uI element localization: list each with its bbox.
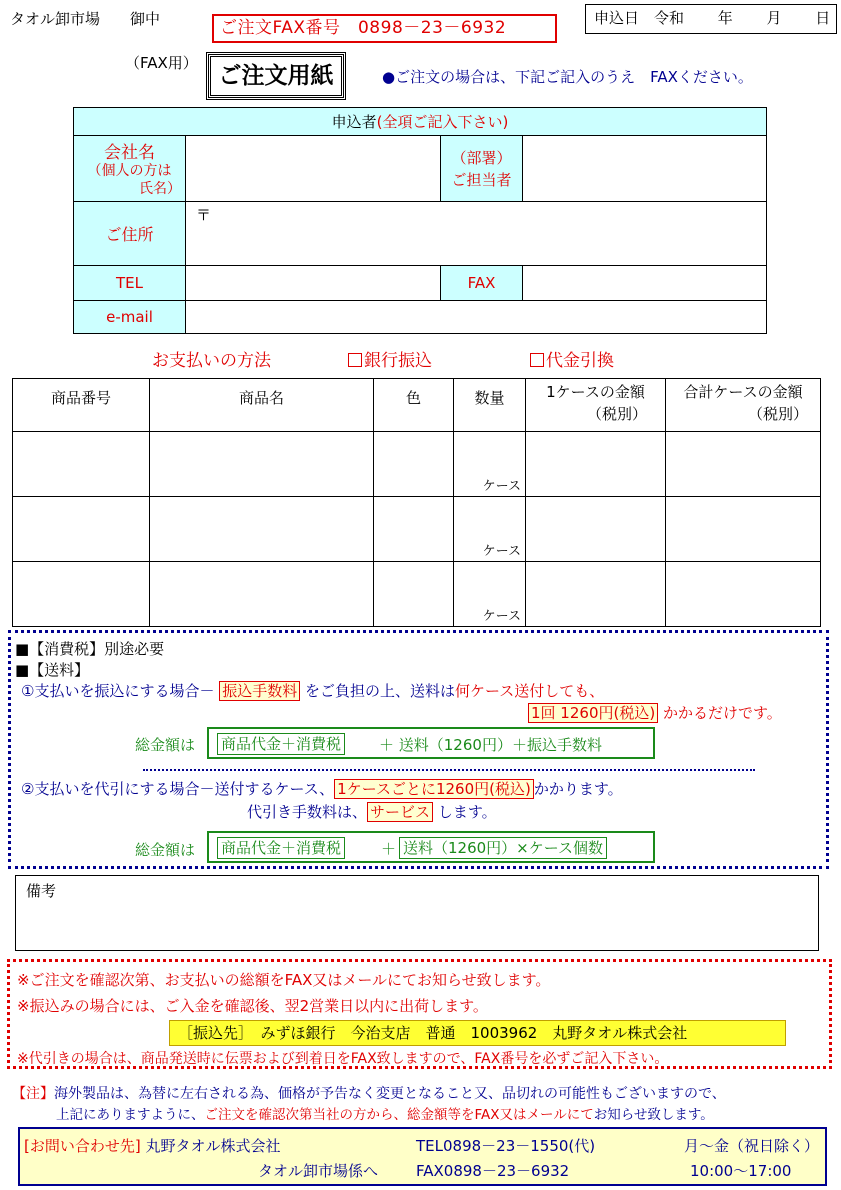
col-product-no: 商品番号 [13,379,150,432]
total2-plus: ＋ [381,840,397,858]
shop-addressee: タオル卸市場 御中 [10,10,161,28]
fax-use-label: （FAX用） [125,54,198,72]
notice-line-3: ※代引きの場合は、商品発送時に伝票および到着日をFAX致しますので、FAX番号を必ずご記入下さい。 [17,1051,669,1067]
order-row [13,432,821,497]
product-name-input[interactable] [150,497,374,562]
total-label-1: 総金額は [135,736,196,754]
shipping-heading: ■【送料】 [15,661,90,679]
product-name-input[interactable] [150,562,374,627]
applicant-table [73,107,767,334]
case2-line [21,778,623,799]
footnote-text-2a: 上記にありますように、 [56,1107,205,1123]
color-input[interactable] [374,562,454,627]
col-product-name: 商品名 [150,379,374,432]
fax-label: FAX [441,266,523,301]
product-no-input[interactable] [13,562,150,627]
case1-prefix: ①支払いを振込にする場合－ [21,682,215,700]
payment-option-bank[interactable] [348,346,432,371]
col-case-price [526,379,666,432]
case-price-input[interactable] [526,562,666,627]
address-input[interactable] [186,202,767,266]
cod-label: 代金引換 [546,351,614,371]
contact-days: 月～金（祝日除く） [684,1137,820,1155]
company-label-cell [74,136,186,202]
col-total-price [666,379,821,432]
payment-option-cod[interactable] [530,346,614,371]
footnote-line-2 [56,1103,714,1123]
company-label: 会社名 [104,142,155,163]
bank-account-banner: ［振込先］ みずほ銀行 今治支店 普通 1003962 丸野タオル株式会社 [169,1020,786,1046]
footnote-tag: 【注】 [12,1086,54,1102]
per-case-fee-badge: 1ケースごとに1260円(税込) [334,779,534,799]
applicant-heading [74,108,767,136]
total-price-line2: （税別） [747,405,808,423]
case-unit: ケース [482,608,521,624]
case1-suffix: かかるだけです。 [662,704,782,722]
case2-suffix: かかります。 [533,780,623,798]
case-price-line1: 1ケースの金額 [546,383,645,401]
transfer-fee-badge: 振込手数料 [219,681,300,701]
total-label-2: 総金額は [135,841,196,859]
case-unit: ケース [482,478,521,494]
person-label: ご担当者 [451,170,512,189]
total1-goods-tax: 商品代金＋消費税 [217,733,345,755]
quantity-input[interactable] [454,497,526,562]
contact-hours: 10:00～17:00 [690,1162,792,1180]
section-divider [143,769,755,771]
case1-middle: をご負担の上、送料は [305,682,456,700]
fax-input[interactable] [523,266,767,301]
bank-checkbox[interactable] [348,353,362,367]
case1-line2 [528,702,782,723]
email-input[interactable] [186,301,767,334]
remarks-box[interactable] [15,875,819,951]
order-fax-number: ご注文FAX番号 0898－23－6932 [212,14,557,43]
case-price-input[interactable] [526,497,666,562]
footnote-text-2c: お知らせ致します。 [593,1107,714,1123]
tax-note: ■【消費税】別途必要 [15,640,165,658]
postal-mark: 〒 [196,206,212,224]
total2-shipping: 送料（1260円）×ケース個数 [399,837,607,859]
order-row [13,562,821,627]
total-price-input[interactable] [666,497,821,562]
notice-line-2: ※振込みの場合には、ご入金を確認後、翌2営業日以内に出荷します。 [17,997,488,1015]
remarks-label: 備考 [26,882,57,900]
col-quantity: 数量 [454,379,526,432]
contact-tel: TEL0898－23－1550(代) [416,1137,596,1155]
contact-label: [お問い合わせ先] [24,1137,141,1155]
once-fee-badge: 1回 1260円(税込) [528,703,658,723]
total-price-input[interactable] [666,562,821,627]
payment-method-label: お支払いの方法 [152,351,271,371]
color-input[interactable] [374,432,454,497]
instruction-text: ●ご注文の場合は、下記ご記入のうえ FAXください。 [382,68,753,86]
contact-line-1 [24,1135,281,1156]
product-name-input[interactable] [150,432,374,497]
footnote-text-2b: ご注文を確認次第当社の方から、総金額等をFAX又はメールにて [204,1107,594,1123]
footnote-text-1: 海外製品は、為替に左右される為、価格が予告なく変更となること又、品切れの可能性もございますので、 [54,1086,726,1102]
col-color: 色 [374,379,454,432]
shipping-info-box [8,630,829,869]
total-price-input[interactable] [666,432,821,497]
contact-company: 丸野タオル株式会社 [145,1137,281,1155]
product-no-input[interactable] [13,432,150,497]
total-formula-1 [207,727,655,759]
color-input[interactable] [374,497,454,562]
total1-rest: ＋ 送料（1260円）＋振込手数料 [379,736,602,754]
bank-label: 銀行振込 [364,351,432,371]
case-price-input[interactable] [526,432,666,497]
footnote-line-1 [12,1083,726,1103]
case-price-line2: （税別） [586,405,647,423]
person-label-cell [441,136,523,202]
product-no-input[interactable] [13,497,150,562]
notice-box [7,959,832,1069]
total-price-line1: 合計ケースの金額 [683,383,803,401]
applicant-heading-prefix: 申込者 [331,113,377,131]
quantity-input[interactable] [454,432,526,497]
cod-fee-text: 代引き手数料は、 [247,803,368,821]
email-label: e-mail [74,301,186,334]
application-date-field[interactable]: 申込日 令和 年 月 日 [585,4,837,34]
company-sublabel-2: 氏名） [139,180,181,197]
case1-line [21,680,604,701]
company-sublabel-1: （個人の方は [87,162,172,179]
applicant-heading-note: (全項ご記入下さい) [376,113,509,131]
tel-input[interactable] [186,266,441,301]
notice-line-1: ※ご注文を確認次第、お支払いの総額をFAX又はメールにてお知らせ致します。 [17,971,551,989]
contact-dept: タオル卸市場係へ [258,1162,379,1180]
contact-box [18,1127,827,1186]
tel-label: TEL [74,266,186,301]
case2-prefix: ②支払いを代引にする場合－送付するケース、 [21,780,335,798]
cod-fee-suffix: します。 [437,803,497,821]
dept-label: （部署） [451,148,512,167]
order-row [13,497,821,562]
company-input[interactable] [186,136,441,202]
service-badge: サービス [367,802,433,822]
contact-fax: FAX0898－23－6932 [416,1162,570,1180]
address-label: ご住所 [74,202,186,266]
case2-line2 [247,801,497,822]
quantity-input[interactable] [454,562,526,627]
case-unit: ケース [482,543,521,559]
order-table [12,378,821,627]
cod-checkbox[interactable] [530,353,544,367]
person-input[interactable] [523,136,767,202]
total2-goods-tax: 商品代金＋消費税 [217,837,345,859]
total-formula-2 [207,831,655,863]
form-title: ご注文用紙 [208,54,344,98]
case1-any-cases: 何ケース送付しても、 [455,682,605,700]
